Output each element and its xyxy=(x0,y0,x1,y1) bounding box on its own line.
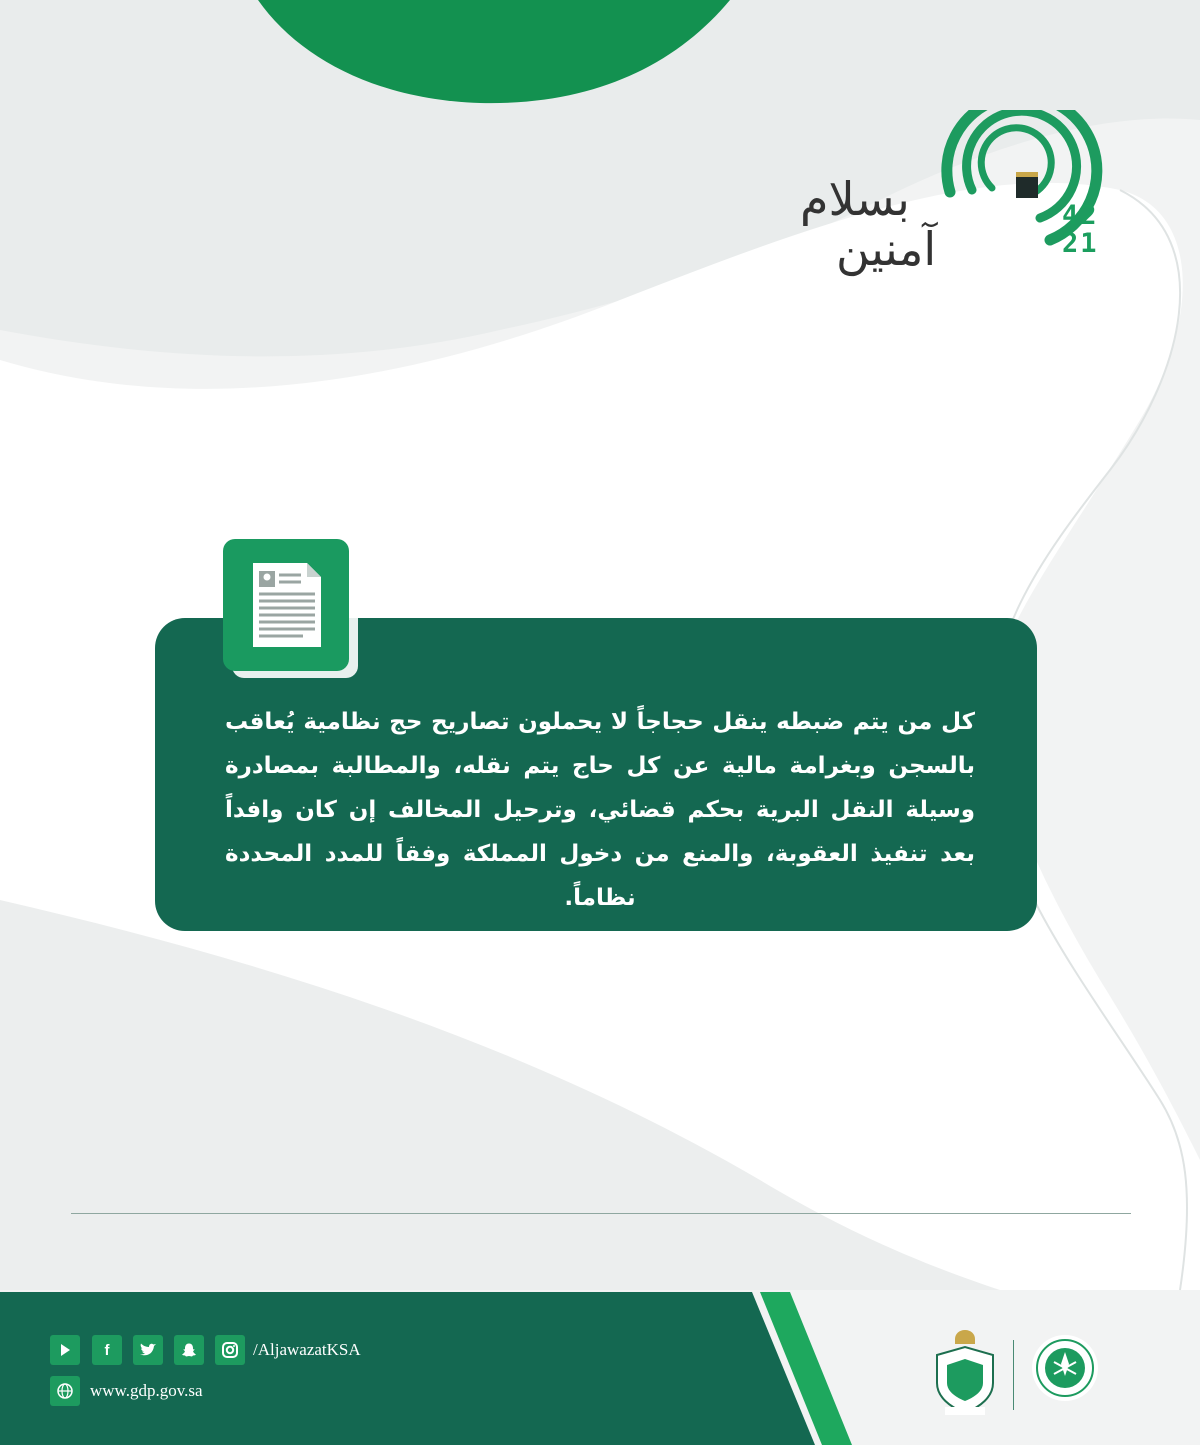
globe-icon xyxy=(50,1376,80,1406)
instagram-icon[interactable] xyxy=(215,1335,245,1365)
logo-text-line1: بسلام xyxy=(800,172,910,226)
snapchat-icon[interactable] xyxy=(174,1335,204,1365)
social-handle[interactable]: /AljawazatKSA xyxy=(253,1340,361,1359)
logo-text-line2: آمنين xyxy=(836,222,937,276)
logo-year-bottom: 21 xyxy=(1062,228,1099,259)
footer-divider xyxy=(71,1213,1131,1214)
logo-year-top: 42 xyxy=(1062,200,1099,231)
document-badge xyxy=(223,539,349,671)
emblem-separator xyxy=(1013,1340,1014,1410)
document-icon xyxy=(223,539,349,671)
youtube-icon[interactable] xyxy=(50,1335,80,1365)
jawazat-emblem xyxy=(925,1325,1005,1420)
twitter-icon[interactable] xyxy=(133,1335,163,1365)
moi-emblem xyxy=(1028,1330,1103,1410)
website-link[interactable]: www.gdp.gov.sa xyxy=(90,1381,203,1400)
notice-text: كل من يتم ضبطه ينقل حجاجاً لا يحملون تصاريح حج نظامية يُعاقب بالسجن وبغرامة مالية عن كل حاج يتم نقله، والمطالبة بمصادرة وسيلة النقل البرية بحكم قضائي، وترحيل المخالف إن كان وافداً بعد تنفيذ العقوبة، والمنع من دخول المملكة وفقاً للمدد المحددة نظاماً. xyxy=(225,709,975,911)
facebook-icon[interactable]: f xyxy=(92,1335,122,1365)
